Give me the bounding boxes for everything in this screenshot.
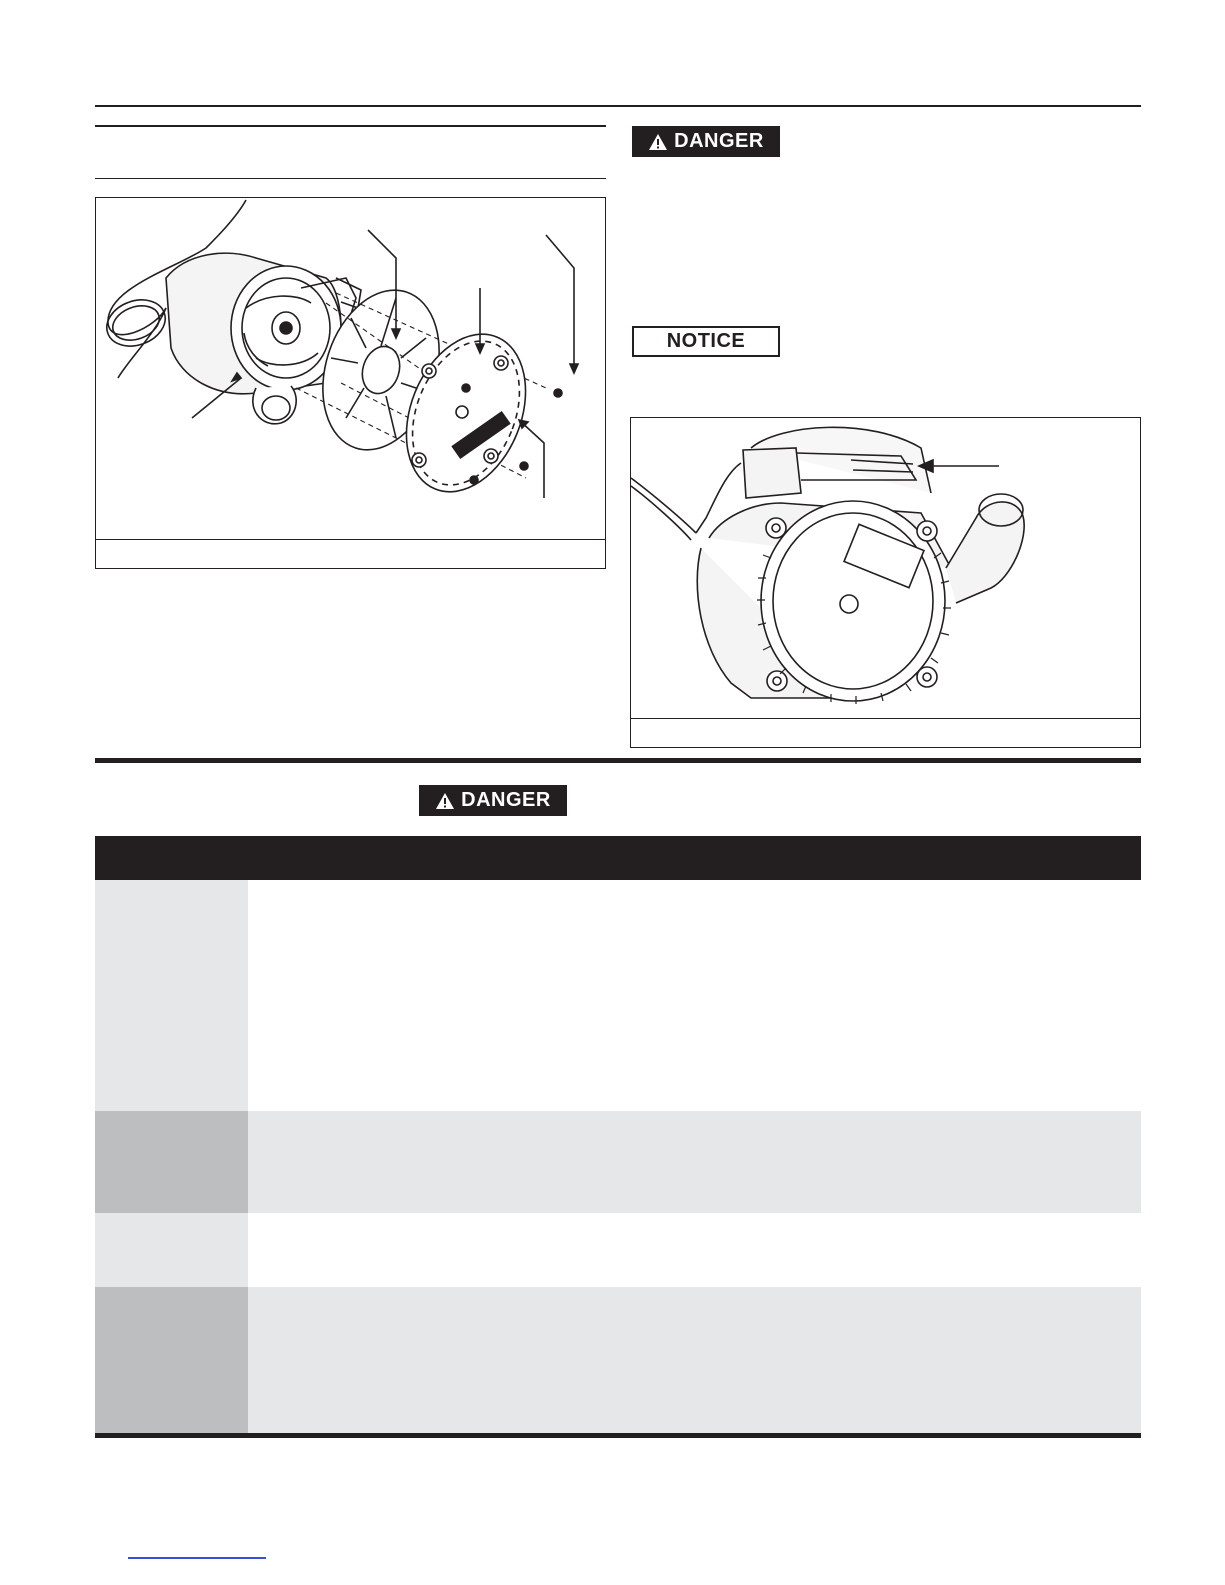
- warning-triangle-icon: [435, 792, 455, 810]
- top-rule: [95, 105, 1141, 107]
- figure-right-caption: [631, 718, 1140, 747]
- exploded-pump-illustration: [96, 198, 604, 538]
- table-cell-problem: [95, 1287, 248, 1433]
- table-cell-problem: [95, 1111, 248, 1213]
- table-row: [95, 880, 1141, 1111]
- table-cell-solution: [248, 1213, 1141, 1287]
- figure-left-caption: [96, 539, 605, 568]
- table-cell-problem: [95, 880, 248, 1111]
- danger-label-bottom-text: DANGER: [461, 789, 551, 811]
- danger-label-top: [632, 126, 780, 157]
- table-row: [95, 1287, 1141, 1433]
- section-rule-bottom: [95, 178, 606, 179]
- warning-triangle-icon: [648, 133, 668, 151]
- notice-label: [632, 326, 780, 357]
- footer-link[interactable]: [128, 1557, 266, 1559]
- table-bottom-rule: [95, 1433, 1141, 1438]
- table-row: [95, 1213, 1141, 1287]
- table-cell-solution: [248, 880, 1141, 1111]
- table-cell-solution: [248, 1287, 1141, 1433]
- section-rule-top: [95, 125, 606, 127]
- troubleshooting-table-header: [95, 836, 1141, 880]
- danger-label-top-text: DANGER: [674, 130, 764, 152]
- table-cell-problem: [95, 1213, 248, 1287]
- figure-assembled-view: [630, 417, 1141, 748]
- danger-label-bottom: [419, 785, 567, 816]
- figure-exploded-view: [95, 197, 606, 569]
- table-row: [95, 1111, 1141, 1213]
- notice-label-text: NOTICE: [666, 330, 746, 352]
- table-cell-solution: [248, 1111, 1141, 1213]
- section-divider: [95, 758, 1141, 763]
- assembled-pump-illustration: [631, 418, 1139, 716]
